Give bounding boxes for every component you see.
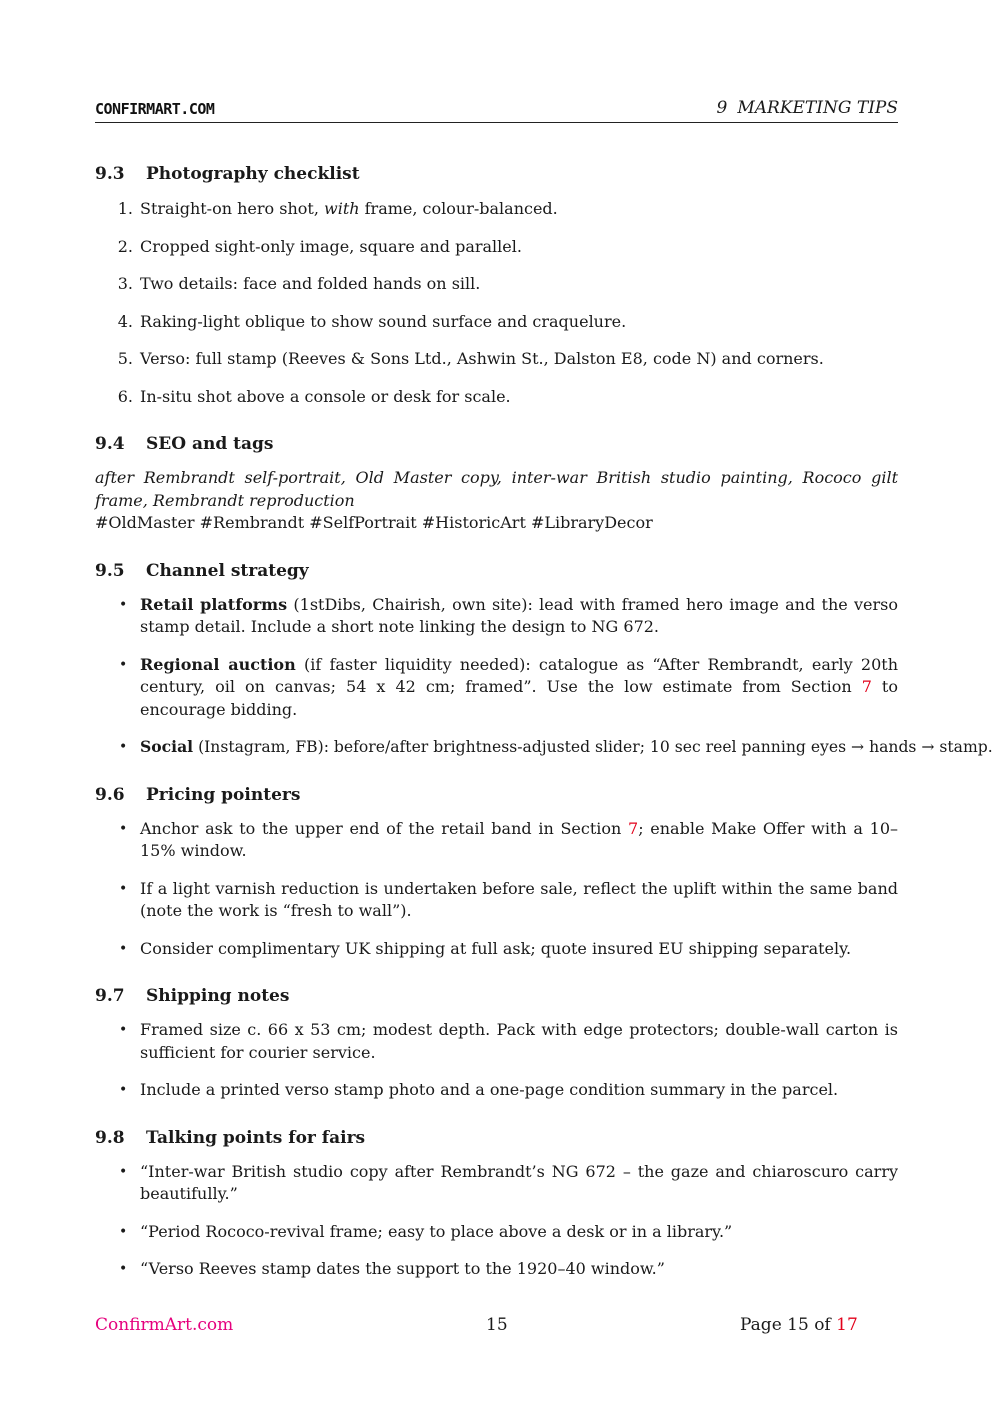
- list-item: [95, 386, 898, 409]
- section-7-link[interactable]: 7: [861, 677, 872, 696]
- list-lead: Retail platforms: [140, 594, 288, 614]
- list-text: If a light varnish reduction is undertaken before sale, reflect the uplift within the same band (note the work is “fresh to wall”).: [140, 878, 898, 920]
- list-text: Straight-on hero shot,: [140, 199, 324, 218]
- section-number: 9.3: [95, 164, 125, 184]
- bullet-icon: •: [119, 656, 128, 673]
- confirmart-logo: CONFIRMART.COM: [95, 100, 215, 118]
- page-footer: [95, 1315, 898, 1339]
- bullet-icon: •: [119, 1022, 128, 1038]
- list-marker: 3.: [117, 274, 133, 293]
- section-title: SEO and tags: [146, 434, 274, 454]
- bullet-icon: •: [119, 1163, 128, 1180]
- list-item: [95, 878, 898, 923]
- list-text: (1stDibs, Chairish, own site): lead with framed hero image and the verso stamp detail. Include a short note linking the design to NG 672.: [140, 594, 899, 636]
- list-item: [95, 1258, 898, 1281]
- bullet-icon: •: [119, 1261, 128, 1277]
- pricing-pointers-list: [95, 818, 898, 961]
- list-item: [95, 654, 898, 722]
- list-text: Consider complimentary UK shipping at full ask; quote insured EU shipping separately.: [140, 938, 852, 958]
- list-item: [95, 938, 898, 961]
- running-section-number: 9: [716, 98, 728, 118]
- section-number: 9.5: [95, 560, 125, 581]
- list-marker: 2.: [117, 236, 133, 256]
- list-item: [95, 198, 898, 221]
- section-number: 9.4: [95, 434, 125, 454]
- list-text: “Inter-war British studio copy after Rembrandt’s NG 672 – the gaze and chiaroscuro carry beautifully.”: [140, 1161, 898, 1203]
- list-item: [95, 594, 898, 639]
- list-text: frame, colour-balanced.: [359, 199, 558, 218]
- list-text: to encourage bidding.: [140, 677, 898, 719]
- section-heading-9-7: [95, 984, 898, 1008]
- list-text: Framed size c. 66 x 53 cm; modest depth. Pack with edge protectors; double-wall carton is sufficient for courier service.: [140, 1020, 898, 1062]
- list-emphasis: with: [324, 199, 360, 218]
- footer-site-link[interactable]: ConfirmArt.com: [95, 1315, 234, 1335]
- list-text: “Period Rococo-revival frame; easy to place above a desk or in a library.”: [140, 1221, 733, 1241]
- list-text: Anchor ask to the upper end of the retail band in Section: [140, 818, 629, 838]
- list-item: [95, 236, 898, 259]
- list-text: “Verso Reeves stamp dates the support to the 1920–40 window.”: [140, 1259, 665, 1278]
- list-text: ; enable Make Offer with a 10–15% window.: [140, 818, 898, 860]
- running-section-title: MARKETING TIPS: [737, 98, 898, 118]
- bullet-icon: •: [119, 880, 128, 897]
- section-heading-9-8: [95, 1126, 898, 1150]
- footer-page-count: [740, 1315, 858, 1335]
- list-item: [95, 273, 898, 296]
- footer-page-number: 15: [486, 1315, 508, 1335]
- section-heading-9-3: [95, 162, 898, 186]
- section-number: 9.8: [95, 1127, 125, 1148]
- talking-points-list: [95, 1161, 898, 1281]
- shipping-notes-list: [95, 1019, 898, 1102]
- bullet-icon: •: [119, 1082, 128, 1098]
- section-heading-9-4: [95, 432, 898, 456]
- section-title: Photography checklist: [146, 164, 360, 184]
- list-text: Cropped sight-only image, square and parallel.: [140, 236, 522, 256]
- section-title: Pricing pointers: [146, 784, 301, 805]
- list-text: (if faster liquidity needed): catalogue as “After Rembrandt, early 20th century, oil on canvas; 54 x 42 cm; framed”. Use the low estimate from Section: [140, 654, 899, 696]
- list-item: [95, 1019, 898, 1064]
- section-heading-9-5: [95, 559, 898, 583]
- channel-strategy-list: [95, 594, 993, 759]
- list-item: [95, 1221, 898, 1244]
- photography-checklist: [95, 198, 898, 408]
- seo-keywords: [95, 467, 898, 512]
- list-text: Raking-light oblique to show sound surface and craquelure.: [140, 311, 627, 331]
- bullet-icon: •: [119, 739, 128, 755]
- list-text: Verso: full stamp (Reeves & Sons Ltd., Ashwin St., Dalston E8, code N) and corners.: [140, 349, 824, 368]
- list-text: Include a printed verso stamp photo and a one-page condition summary in the parcel.: [140, 1080, 839, 1099]
- list-marker: 5.: [117, 349, 133, 368]
- section-title: Talking points for fairs: [146, 1127, 366, 1148]
- list-item: [95, 818, 898, 863]
- page-content: [95, 162, 993, 1281]
- seo-hashtags: #OldMaster #Rembrandt #SelfPortrait #HistoricArt #LibraryDecor: [95, 513, 653, 532]
- list-marker: 6.: [117, 386, 133, 406]
- list-text: In-situ shot above a console or desk for scale.: [140, 386, 511, 406]
- bullet-icon: •: [119, 820, 128, 837]
- list-marker: 1.: [117, 199, 133, 218]
- list-item: [95, 311, 898, 334]
- section-title: Shipping notes: [146, 986, 290, 1006]
- list-text: (Instagram, FB): before/after brightness-adjusted slider; 10 sec reel panning eyes → hands → stamp.: [193, 738, 993, 756]
- page-header: [95, 98, 898, 123]
- list-item: [95, 1079, 898, 1102]
- running-title: [717, 98, 898, 118]
- list-item: [95, 736, 993, 759]
- list-marker: 4.: [117, 311, 133, 331]
- section-7-link[interactable]: 7: [628, 818, 639, 838]
- list-lead: Regional auction: [140, 654, 296, 674]
- bullet-icon: •: [119, 940, 128, 957]
- list-item: [95, 348, 898, 371]
- list-lead: Social: [140, 737, 194, 756]
- last-page-link[interactable]: 17: [836, 1315, 858, 1335]
- section-title: Channel strategy: [146, 560, 309, 581]
- section-number: 9.6: [95, 784, 125, 805]
- section-heading-9-6: [95, 783, 898, 807]
- page-count-label: Page 15 of: [740, 1315, 837, 1335]
- list-text: Two details: face and folded hands on sill.: [140, 274, 481, 293]
- seo-keyword-list: after Rembrandt self-portrait, Old Master copy, inter-war British studio painting, Rococo gilt frame, Rembrandt reproduction: [95, 468, 898, 510]
- bullet-icon: •: [119, 1223, 128, 1240]
- list-item: [95, 1161, 898, 1206]
- bullet-icon: •: [119, 596, 128, 613]
- section-number: 9.7: [95, 986, 125, 1006]
